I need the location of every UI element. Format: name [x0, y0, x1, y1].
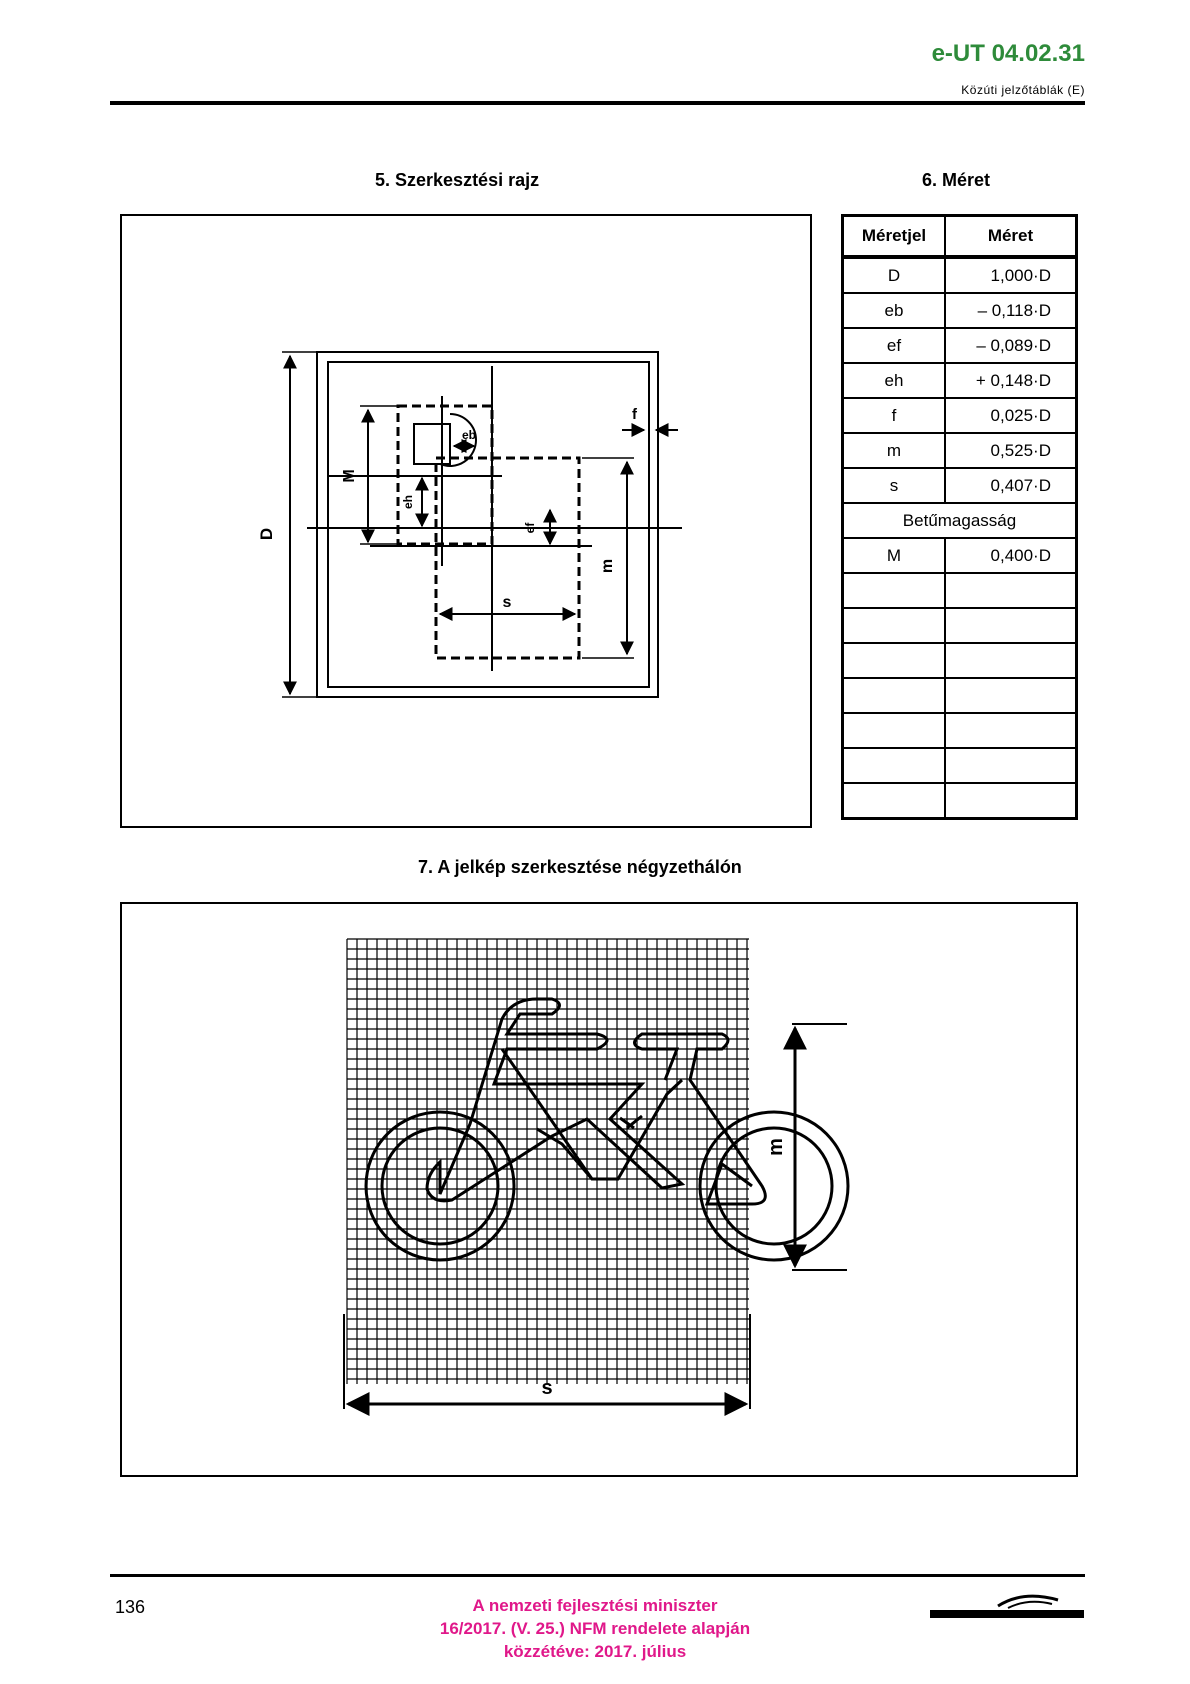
table-row [843, 538, 1077, 573]
document-subtitle: Közúti jelzőtáblák (E) [961, 83, 1085, 97]
dimension-symbol: m [843, 433, 946, 468]
table-row-empty [843, 748, 1077, 783]
publication-note [355, 1594, 835, 1663]
label-s: s [502, 594, 512, 611]
publication-note-line: A nemzeti fejlesztési miniszter [472, 1596, 718, 1615]
grid-construction-drawing [122, 904, 1076, 1475]
table-row-empty [843, 608, 1077, 643]
sign-inner-border [328, 362, 649, 687]
empty-cell [843, 608, 946, 643]
dimension-value: 0,400·D [945, 538, 1077, 573]
dimension-value: + 0,148·D [945, 363, 1077, 398]
grid-label-s: s [541, 1377, 553, 1399]
empty-cell [843, 713, 946, 748]
empty-cell [843, 748, 946, 783]
empty-cell [945, 678, 1077, 713]
empty-cell [843, 573, 946, 608]
label-M: M [341, 469, 358, 483]
publisher-logo [928, 1592, 1086, 1622]
dimension-value: 0,025·D [945, 398, 1077, 433]
grid-label-m: m [765, 1138, 787, 1156]
table-row-empty [843, 678, 1077, 713]
section-5-title: 5. Szerkesztési rajz [375, 170, 540, 190]
empty-cell [945, 573, 1077, 608]
label-eh: eh [401, 494, 415, 510]
construction-drawing [122, 216, 810, 826]
empty-cell [945, 643, 1077, 678]
table-row-empty [843, 783, 1077, 819]
dimension-table [841, 214, 1078, 820]
dimension-value: – 0,118·D [945, 293, 1077, 328]
column-header-symbol: Méretjel [843, 216, 946, 258]
empty-cell [843, 678, 946, 713]
dimension-symbol: D [843, 257, 946, 293]
table-row-empty [843, 573, 1077, 608]
empty-cell [843, 783, 946, 819]
dimension-symbol: eh [843, 363, 946, 398]
page-number: 136 [115, 1597, 146, 1617]
table-row [843, 257, 1077, 293]
label-eb: eb [462, 428, 477, 442]
dimension-symbol: s [843, 468, 946, 503]
label-f: f [632, 406, 637, 423]
dimension-symbol: M [843, 538, 946, 573]
grid-construction-frame [120, 902, 1078, 1477]
table-header-row [843, 216, 1077, 258]
table-row [843, 433, 1077, 468]
table-row [843, 398, 1077, 433]
empty-cell [843, 643, 946, 678]
label-m: m [599, 558, 616, 574]
table-row [843, 503, 1077, 538]
table-row [843, 468, 1077, 503]
section-6-title: 6. Méret [922, 170, 991, 190]
table-row [843, 363, 1077, 398]
table-row [843, 328, 1077, 363]
empty-cell [945, 713, 1077, 748]
dimension-symbol: eb [843, 293, 946, 328]
publication-note-line: 16/2017. (V. 25.) NFM rendelete alapján [439, 1619, 751, 1638]
dimension-value: – 0,089·D [945, 328, 1077, 363]
dimension-symbol: f [843, 398, 946, 433]
table-row [843, 293, 1077, 328]
dimension-value: 0,407·D [945, 468, 1077, 503]
empty-cell [945, 748, 1077, 783]
publication-note-line: közzétéve: 2017. július [503, 1642, 687, 1661]
dimension-symbol: ef [843, 328, 946, 363]
section-7-title: 7. A jelkép szerkesztése négyzethálón [418, 857, 742, 877]
label-ef: ef [523, 522, 537, 534]
document-code: e-UT 04.02.31 [931, 40, 1085, 67]
empty-cell [945, 783, 1077, 819]
label-D: D [257, 527, 276, 541]
square-grid [347, 939, 749, 1384]
dimension-value: 0,525·D [945, 433, 1077, 468]
header-divider [110, 101, 1085, 105]
table-row-empty [843, 643, 1077, 678]
footer-divider [110, 1574, 1085, 1577]
construction-drawing-frame [120, 214, 812, 828]
table-row-empty [843, 713, 1077, 748]
dimension-value: 1,000·D [945, 257, 1077, 293]
letter-height-heading: Betűmagasság [843, 503, 1077, 538]
empty-cell [945, 608, 1077, 643]
column-header-value: Méret [945, 216, 1077, 258]
